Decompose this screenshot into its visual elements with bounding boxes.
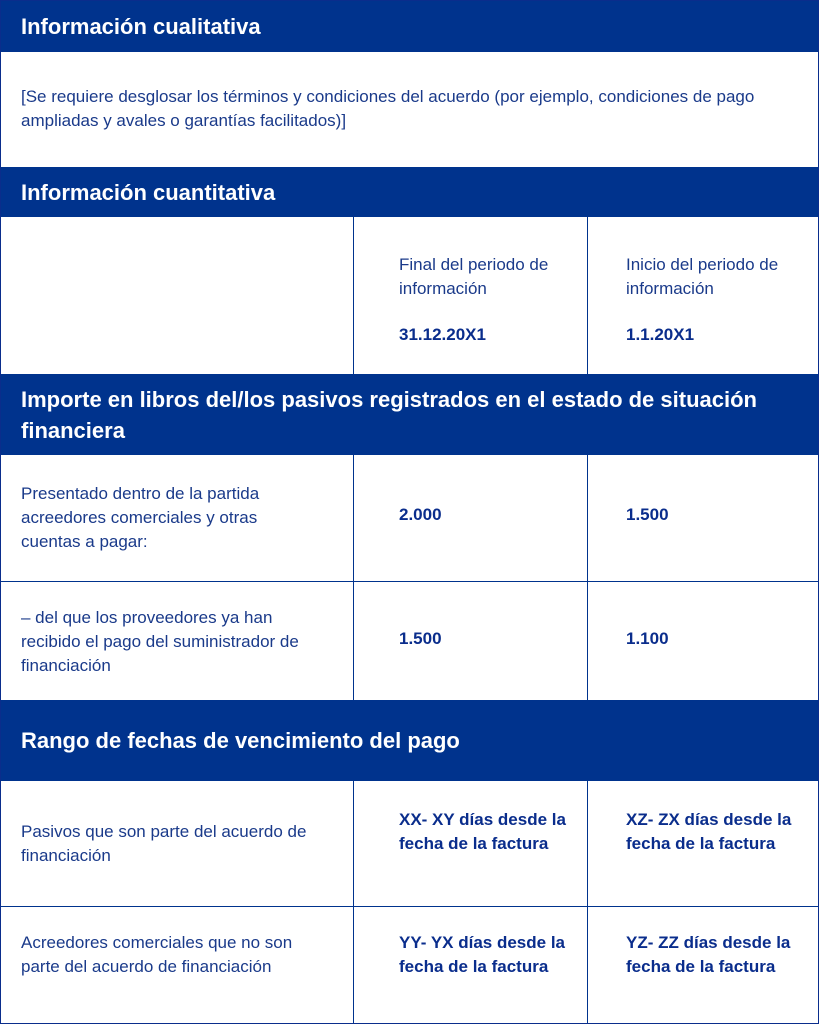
qualitative-title: Información cualitativa	[21, 14, 261, 39]
table-cell-start	[587, 781, 819, 907]
carrying-amount-title: Importe en libros del/los pasivos registrados en el estado de situación financiera	[21, 386, 757, 443]
table-cell-end	[353, 907, 588, 1023]
value-start: 1.500	[626, 505, 669, 524]
table-row-label	[1, 781, 354, 907]
table-cell-end	[353, 455, 588, 582]
qualitative-note: [Se requiere desglosar los términos y condiciones del acuerdo (por ejemplo, condiciones de pago ampliadas y avales o garantías facilitados)]	[21, 87, 755, 130]
start-period-date: 1.1.20X1	[626, 325, 695, 344]
range-title: Rango de fechas de vencimiento del pago	[21, 728, 460, 753]
end-period-date: 31.12.20X1	[399, 325, 486, 344]
value-start: YZ- ZZ días desde la fecha de la factura	[626, 933, 791, 976]
value-end: 2.000	[399, 505, 442, 524]
qualitative-header	[1, 1, 818, 52]
table-row-label	[1, 582, 354, 700]
end-period-label: Final del periodo de información	[399, 255, 549, 298]
table-cell-start	[587, 455, 819, 582]
row-label: Acreedores comerciales que no son parte del acuerdo de financiación	[21, 933, 293, 976]
column-header-start	[587, 217, 819, 374]
row-label: Presentado dentro de la partida acreedores comerciales y otras cuentas a pagar:	[21, 484, 260, 551]
table-cell-start	[587, 907, 819, 1023]
column-header-end	[353, 217, 588, 374]
start-period-label: Inicio del periodo de información	[626, 255, 779, 298]
table-cell-end	[353, 781, 588, 907]
value-end: 1.500	[399, 629, 442, 648]
quantitative-header	[1, 167, 818, 217]
table-cell-start	[587, 582, 819, 700]
carrying-amount-header	[1, 374, 818, 455]
table-cell-end	[353, 582, 588, 700]
range-header	[1, 700, 818, 781]
value-end: XX- XY días desde la fecha de la factura	[399, 810, 566, 853]
row-label: Pasivos que son parte del acuerdo de financiación	[21, 822, 307, 865]
value-start: XZ- ZX días desde la fecha de la factura	[626, 810, 792, 853]
table-row-label	[1, 455, 354, 582]
table-row-label	[1, 907, 354, 1023]
quantitative-title: Información cuantitativa	[21, 179, 276, 205]
value-end: YY- YX días desde la fecha de la factura	[399, 933, 565, 976]
row-label: – del que los proveedores ya han recibido el pago del suministrador de financiación	[21, 608, 299, 675]
value-start: 1.100	[626, 629, 669, 648]
